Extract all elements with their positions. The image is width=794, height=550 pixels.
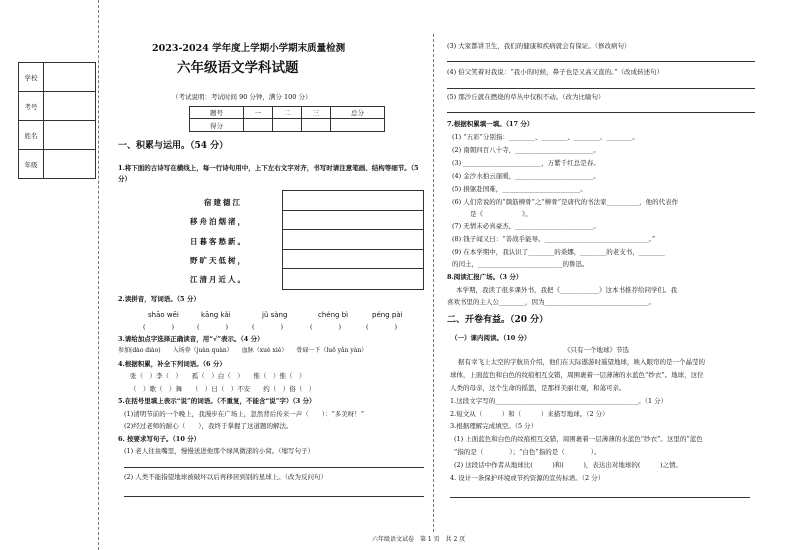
r5-prompt: (5) 那沙丘就在燃烧的草丛中仅积不动。（改为比喻句） — [447, 93, 605, 101]
exam-subject: 六年级语文学科试题 — [177, 60, 299, 76]
passage-line: 球体，上面蓝色和白色的纹痕相互交错，周围裹着一层薄薄的水蓝色“纱衣”。地球，这位 — [450, 371, 704, 379]
passage-line: 人类的母亲，这个生命的摇篮，是那样美丽壮观，和蔼可亲。 — [450, 384, 626, 392]
answer-paren[interactable]: ( ) — [310, 323, 342, 331]
label-school: 学校 — [19, 63, 44, 92]
poem-line: 移舟泊烟渚， — [190, 217, 247, 226]
field-exam-no[interactable] — [44, 92, 96, 121]
pinyin-2: kāng kǎi — [201, 311, 231, 319]
answer-line[interactable] — [447, 61, 755, 62]
pinyin-3: jǔ sàng — [262, 311, 288, 319]
q5-prompt: 5.在括号里填上表示“说”的词语。（不重复，不能含“说”字）（3 分） — [118, 397, 316, 405]
passage-title: 《只有一个地球》节选 — [564, 346, 629, 354]
q7-item: 的闰土，__________________________的鲁迅。 — [452, 260, 589, 268]
q8-text-2: 喜欢书里的主人公________，因为________________________________。 — [447, 298, 655, 306]
q1-prompt: 1.将下面的古诗写在横线上，每一行诗句用中，上下左右文字对齐，书写时请注意笔画、结构等细节。（5 分） — [118, 164, 419, 184]
q7-item: (2) 南朝四百八十寺，________________________。 — [452, 146, 600, 154]
poem-line: 野旷天低树， — [190, 256, 247, 265]
q7-item: (5) 捐躯赴国难，________________________。 — [452, 185, 587, 193]
exam-note: （考试说明：考试时间 90 分钟，满分 100 分） — [172, 93, 312, 101]
q7-item: (9) 在本学期中，我认识了________的桑娜，________的老支书，________ — [452, 248, 665, 256]
sub-section-1: （一）课内阅读。（10 分） — [451, 334, 531, 342]
q7-item: (7) 无情未必真豪杰，________________________。 — [452, 222, 600, 230]
score-cell[interactable] — [301, 119, 330, 132]
q7-item: (4) 金沙水拍云崖暖，________________________。 — [452, 172, 600, 180]
p2-prompt: 2.短文从（ ）和（ ）来描写地球。（2 分） — [450, 410, 609, 418]
poem-line: 日暮客愁新。 — [190, 237, 247, 246]
section-1-heading: 一、积累与运用。（54 分） — [118, 141, 229, 151]
field-name[interactable] — [44, 121, 96, 150]
score-header: 题号 — [190, 107, 244, 119]
q2-prompt: 2.读拼音，写词语。（5 分） — [118, 295, 200, 303]
answer-line[interactable] — [450, 497, 750, 498]
score-row-label: 得分 — [190, 119, 244, 132]
poem-title: 宿建德江 — [204, 198, 242, 207]
score-cell[interactable] — [273, 119, 302, 132]
q4-prompt: 4.根据积累，补全下列词语。（6 分） — [118, 360, 226, 368]
q4-row-1: 张（ ）李（ ） 孤（ ）白（ ） 惟（ ）惟（ ） — [130, 372, 306, 380]
section-2-heading: 二、开卷有益。（20 分） — [447, 315, 549, 325]
q8-text-1: 本学期，我读了很多课外书，我把《____________》这本书推荐给同学们。我 — [456, 286, 677, 294]
score-cell[interactable] — [330, 119, 384, 132]
score-cell[interactable] — [244, 119, 273, 132]
pinyin-5: péng pài — [372, 311, 403, 319]
q6-prompt: 6. 按要求写句子。（10 分） — [118, 435, 201, 443]
label-grade: 年级 — [19, 150, 44, 179]
p3-item-2: (2) 这段话中作者从地球比( )和( )，表达出对地球的( )之情。 — [454, 461, 682, 469]
answer-paren[interactable]: ( ) — [197, 323, 229, 331]
score-header: 一 — [244, 107, 273, 119]
answer-line[interactable] — [447, 88, 755, 89]
binding-line — [98, 0, 99, 550]
field-grade[interactable] — [44, 150, 96, 179]
student-info-table — [18, 62, 96, 179]
q4-row-2: （ ）歌（ ）舞 （ ）日（ ）不安 约（ ）俗（ ） — [130, 385, 316, 393]
answer-paren[interactable]: ( ) — [366, 323, 398, 331]
q7-item: 是《 》。 — [470, 210, 532, 218]
answer-paren[interactable]: ( ) — [252, 323, 284, 331]
score-table — [189, 106, 385, 132]
p3-item-1: (1) 上面蓝色和白色的纹痕相互交错，周围裹着一层薄薄的水蓝色“纱衣”。这里的“蓝色 — [454, 435, 703, 443]
answer-line[interactable] — [447, 112, 755, 113]
p3-item-1b: ”指的是（ ）；“白色”指的是（ ）。 — [454, 448, 601, 456]
q3-items: 参加(dào diào) 入场券（juàn quàn） 血脉（xuè xiě） 骨碌一下（luō yǎn yàn） — [118, 347, 368, 354]
passage-line: 据有幸飞上太空的宇航员介绍，他们在天际遨游时遥望地球，映入眼帘的是一个晶莹的 — [458, 358, 705, 366]
score-header: 二 — [273, 107, 302, 119]
q5-item-2: (2)经过老师的耐心（ ），我终于掌握了这道题的解法。 — [124, 422, 293, 430]
pinyin-1: shāo wēi — [148, 311, 179, 319]
answer-paren[interactable]: ( ) — [143, 323, 175, 331]
q7-item: (3) ________________________，万紫千红总是春。 — [452, 159, 600, 167]
poem-line: 江清月近人。 — [190, 275, 247, 284]
p1-prompt: 1.这段文字写的____________________________________________。（1 分） — [450, 397, 668, 405]
column-divider — [433, 34, 434, 532]
label-exam-no: 考号 — [19, 92, 44, 121]
q7-item: (6) 人们常说的的“颜筋柳骨”之“柳骨”是唐代的书法家__________，他的代表作 — [452, 198, 679, 206]
q7-item: (1) “五彩”分别指：________、________、________、________。 — [452, 133, 639, 141]
pinyin-4: chéng bì — [318, 311, 349, 319]
answer-line[interactable] — [124, 496, 424, 497]
r3-prompt: (3) 大家都讲卫生，我们的健康和疾病就会有保证。（修改病句） — [447, 42, 631, 50]
q3-prompt: 3.请给加点字选择正确读音，用“√”表示。（4 分） — [118, 335, 264, 343]
score-header: 三 — [301, 107, 330, 119]
q7-item: (8) 钱子闻又曰：“善战乎能导。________________________________。” — [452, 235, 656, 243]
q7-prompt: 7.根据积累填一填。（17 分） — [447, 120, 534, 128]
q6-item-1: (1) 老人往鱼嘴里，慢慢送进他那个绿风微漾的小窝。（缩写句子） — [124, 447, 315, 455]
p4-prompt: 4. 设计一条保护环境或节约资源的宣传标语。（2 分） — [450, 474, 605, 482]
q8-prompt: 8.阅读汇报广场。（3 分） — [447, 273, 523, 281]
q5-item-1: (1)清明节前的一个晚上，我漫步在广场上，忽然背后传来一声（ ）：“多美呀！” — [124, 410, 365, 418]
p3-prompt: 3.根据理解完成填空。（5 分） — [450, 422, 538, 430]
page-footer: 六年级语文试卷 第 1 页 共 2 页 — [372, 536, 466, 543]
field-school[interactable] — [44, 63, 96, 92]
label-name: 姓名 — [19, 121, 44, 150]
q6-item-2: (2) 人类不能指望地球被破坏以后再移居到别的星球上。（改为反问句） — [124, 473, 328, 481]
score-header: 总分 — [330, 107, 384, 119]
answer-line[interactable] — [124, 467, 424, 468]
poem-writing-box[interactable] — [282, 190, 424, 290]
r4-prompt: (4) 伯父笑着对我说：“我小的时候，鼻子也是又高又直的。”（改成转述句） — [447, 68, 664, 76]
exam-title: 2023-2024 学年度上学期小学期末质量检测 — [152, 43, 346, 54]
